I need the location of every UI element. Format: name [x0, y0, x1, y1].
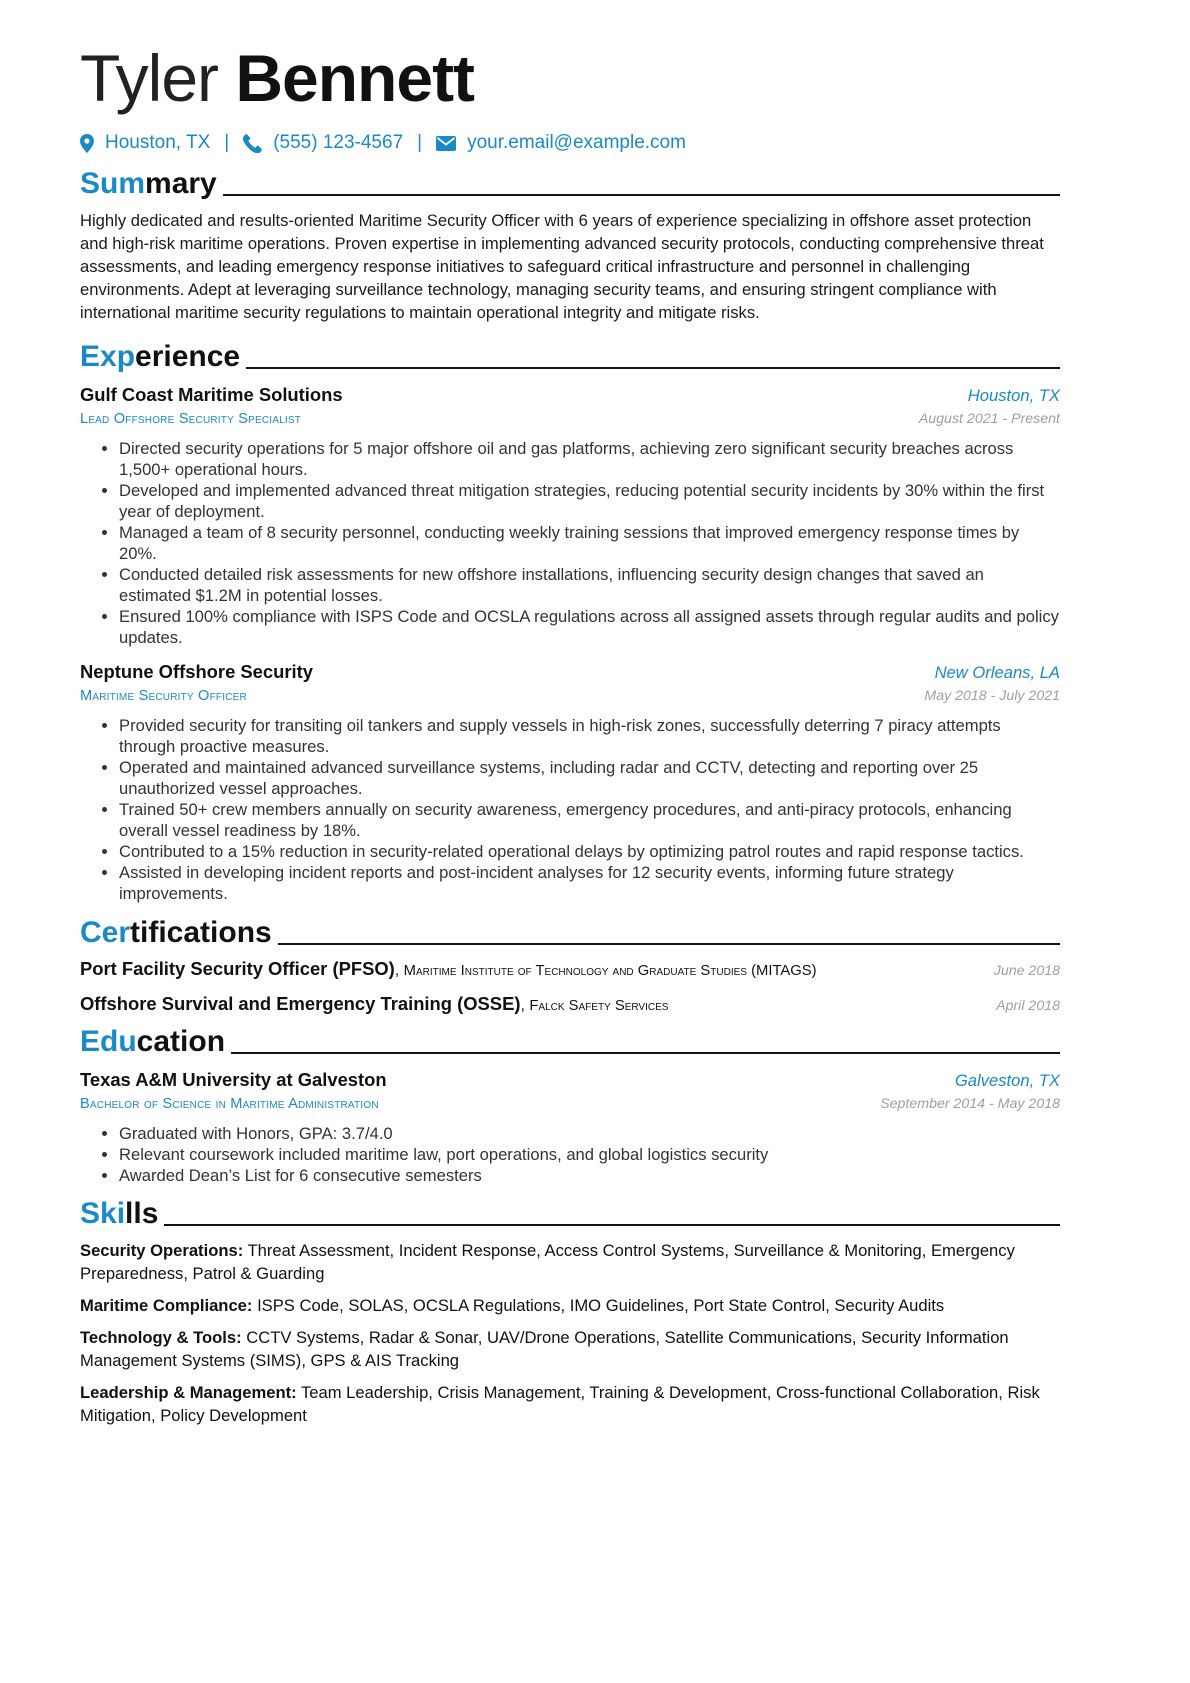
- certifications-heading: Cer tifications: [80, 915, 1060, 951]
- certification-item: Offshore Survival and Emergency Training (OSSE), Falck Safety Services April 2018: [80, 992, 1060, 1017]
- skill-group-label: Technology & Tools:: [80, 1328, 242, 1347]
- last-name: Bennett: [235, 41, 475, 115]
- contact-separator: |: [417, 132, 423, 153]
- degree: Bachelor of Science in Maritime Administration: [80, 1096, 379, 1112]
- email-link[interactable]: your.email@example.com: [467, 132, 686, 153]
- bullet-item: • Managed a team of 8 security personnel, conducting weekly training sessions that improved emergency response times by 20%.: [119, 522, 1060, 564]
- skill-group: [80, 1381, 1060, 1427]
- skill-group: [80, 1326, 1060, 1372]
- certification-date: June 2018: [993, 963, 1060, 979]
- company-name: Neptune Offshore Security: [80, 661, 313, 682]
- experience-heading: Exp erience: [80, 339, 1060, 375]
- contact-phone[interactable]: [243, 132, 403, 154]
- bullet-item: • Developed and implemented advanced threat mitigation strategies, reducing potential security incidents by 30% within the first year of deployment.: [119, 480, 1060, 522]
- contact-line: [80, 128, 1060, 158]
- skills-list: [80, 1239, 1060, 1427]
- bullet-item: • Assisted in developing incident reports and post-incident analyses for 12 security events, informing future strategy improvements.: [119, 862, 1060, 904]
- certification-item: Port Facility Security Officer (PFSO), Maritime Institute of Technology and Graduate Studies (MITAGS) June 2018: [80, 957, 1060, 982]
- job-location: New Orleans, LA: [934, 663, 1060, 682]
- section-rule: [164, 1224, 1060, 1226]
- bullet-item: • Awarded Dean’s List for 6 consecutive semesters: [119, 1165, 1060, 1186]
- job-dates: May 2018 - July 2021: [924, 688, 1060, 704]
- section-rule: [278, 943, 1060, 945]
- bullet-item: • Trained 50+ crew members annually on security awareness, emergency procedures, and anti-piracy protocols, enhancing overall vessel readiness by 18%.: [119, 799, 1060, 841]
- map-pin-icon: [80, 134, 94, 153]
- bullet-item: • Graduated with Honors, GPA: 3.7/4.0: [119, 1123, 1060, 1144]
- skills-heading: Ski lls: [80, 1196, 1060, 1232]
- section-rule: [246, 367, 1060, 369]
- job-title: Lead Offshore Security Specialist: [80, 411, 302, 427]
- company-name: Gulf Coast Maritime Solutions: [80, 384, 343, 405]
- job-bullets: [80, 438, 1060, 648]
- school-name: Texas A&M University at Galveston: [80, 1069, 387, 1090]
- bullet-item: • Operated and maintained advanced surveillance systems, including radar and CCTV, detecting and reporting over 25 unauthorized vessel approaches.: [119, 757, 1060, 799]
- certification-issuer: Maritime Institute of Technology and Graduate Studies (MITAGS): [403, 963, 817, 979]
- job-entry: [80, 660, 1060, 904]
- skill-group-value: ISPS Code, SOLAS, OCSLA Regulations, IMO Guidelines, Port State Control, Security Audits: [257, 1296, 945, 1315]
- contact-separator: |: [224, 132, 230, 153]
- job-dates: August 2021 - Present: [918, 411, 1060, 427]
- job-location: Houston, TX: [967, 386, 1060, 405]
- location-text: Houston, TX: [105, 132, 211, 153]
- first-name: Tyler: [80, 41, 219, 115]
- job-entry: [80, 383, 1060, 648]
- education-entry: [80, 1068, 1060, 1186]
- education-heading: Edu cation: [80, 1024, 1060, 1060]
- phone-icon: [243, 134, 262, 153]
- candidate-name: [80, 0, 1060, 116]
- certification-title: Port Facility Security Officer (PFSO): [80, 958, 395, 979]
- skill-group-label: Maritime Compliance:: [80, 1296, 253, 1315]
- certification-title: Offshore Survival and Emergency Training (OSSE): [80, 993, 521, 1014]
- bullet-item: • Conducted detailed risk assessments for new offshore installations, influencing security design changes that saved an estimated $1.2M in potential losses.: [119, 564, 1060, 606]
- bullet-item: • Ensured 100% compliance with ISPS Code and OCSLA regulations across all assigned assets through regular audits and policy updates.: [119, 606, 1060, 648]
- bullet-item: • Provided security for transiting oil tankers and supply vessels in high-risk zones, successfully deterring 7 piracy attempts through proactive measures.: [119, 715, 1060, 757]
- skill-group-value: Threat Assessment, Incident Response, Access Control Systems, Surveillance & Monitoring, Emergency Preparedness, Patrol & Guarding: [80, 1241, 1015, 1283]
- phone-text: (555) 123-4567: [273, 132, 404, 153]
- job-bullets: [80, 715, 1060, 904]
- section-rule: [223, 194, 1060, 196]
- bullet-item: • Relevant coursework included maritime law, port operations, and global logistics security: [119, 1144, 1060, 1165]
- section-rule: [231, 1052, 1060, 1054]
- skill-group-value: Team Leadership, Crisis Management, Training & Development, Cross-functional Collaboration, Risk Mitigation, Policy Development: [80, 1383, 1040, 1425]
- certification-date: April 2018: [996, 998, 1060, 1014]
- bullet-item: • Directed security operations for 5 major offshore oil and gas platforms, achieving zero significant security breaches across 1,500+ operational hours.: [119, 438, 1060, 480]
- skill-group-value: CCTV Systems, Radar & Sonar, UAV/Drone Operations, Satellite Communications, Security Information Management Systems (SIMS), GPS & AIS Tracking: [80, 1328, 1009, 1370]
- school-location: Galveston, TX: [954, 1071, 1060, 1090]
- summary-heading: Sum mary: [80, 166, 1060, 202]
- education-bullets: [80, 1123, 1060, 1186]
- skill-group-label: Leadership & Management:: [80, 1383, 297, 1402]
- job-title: Maritime Security Officer: [80, 688, 247, 704]
- summary-text: Highly dedicated and results-oriented Maritime Security Officer with 6 years of experience specializing in offshore asset protection and high-risk maritime operations. Proven expertise in implementing advanced security protocols, conducting comprehensive threat assessments, and leading emergency response initiatives to safeguard critical infrastructure and personnel in challenging environments. Adept at leveraging surveillance technology, managing security teams, and ensuring stringent compliance with international maritime security regulations to maintain operational integrity and mitigate risks.: [80, 211, 1044, 322]
- skill-group-label: Security Operations:: [80, 1241, 244, 1260]
- contact-location: [80, 132, 210, 154]
- skill-group: [80, 1294, 1060, 1317]
- contact-email[interactable]: [436, 132, 686, 154]
- bullet-item: • Contributed to a 15% reduction in security-related operational delays by optimizing patrol routes and rapid response tactics.: [119, 841, 1060, 862]
- certification-issuer: Falck Safety Services: [529, 998, 669, 1014]
- education-dates: September 2014 - May 2018: [880, 1096, 1060, 1112]
- envelope-icon: [436, 136, 456, 151]
- skill-group: [80, 1239, 1060, 1285]
